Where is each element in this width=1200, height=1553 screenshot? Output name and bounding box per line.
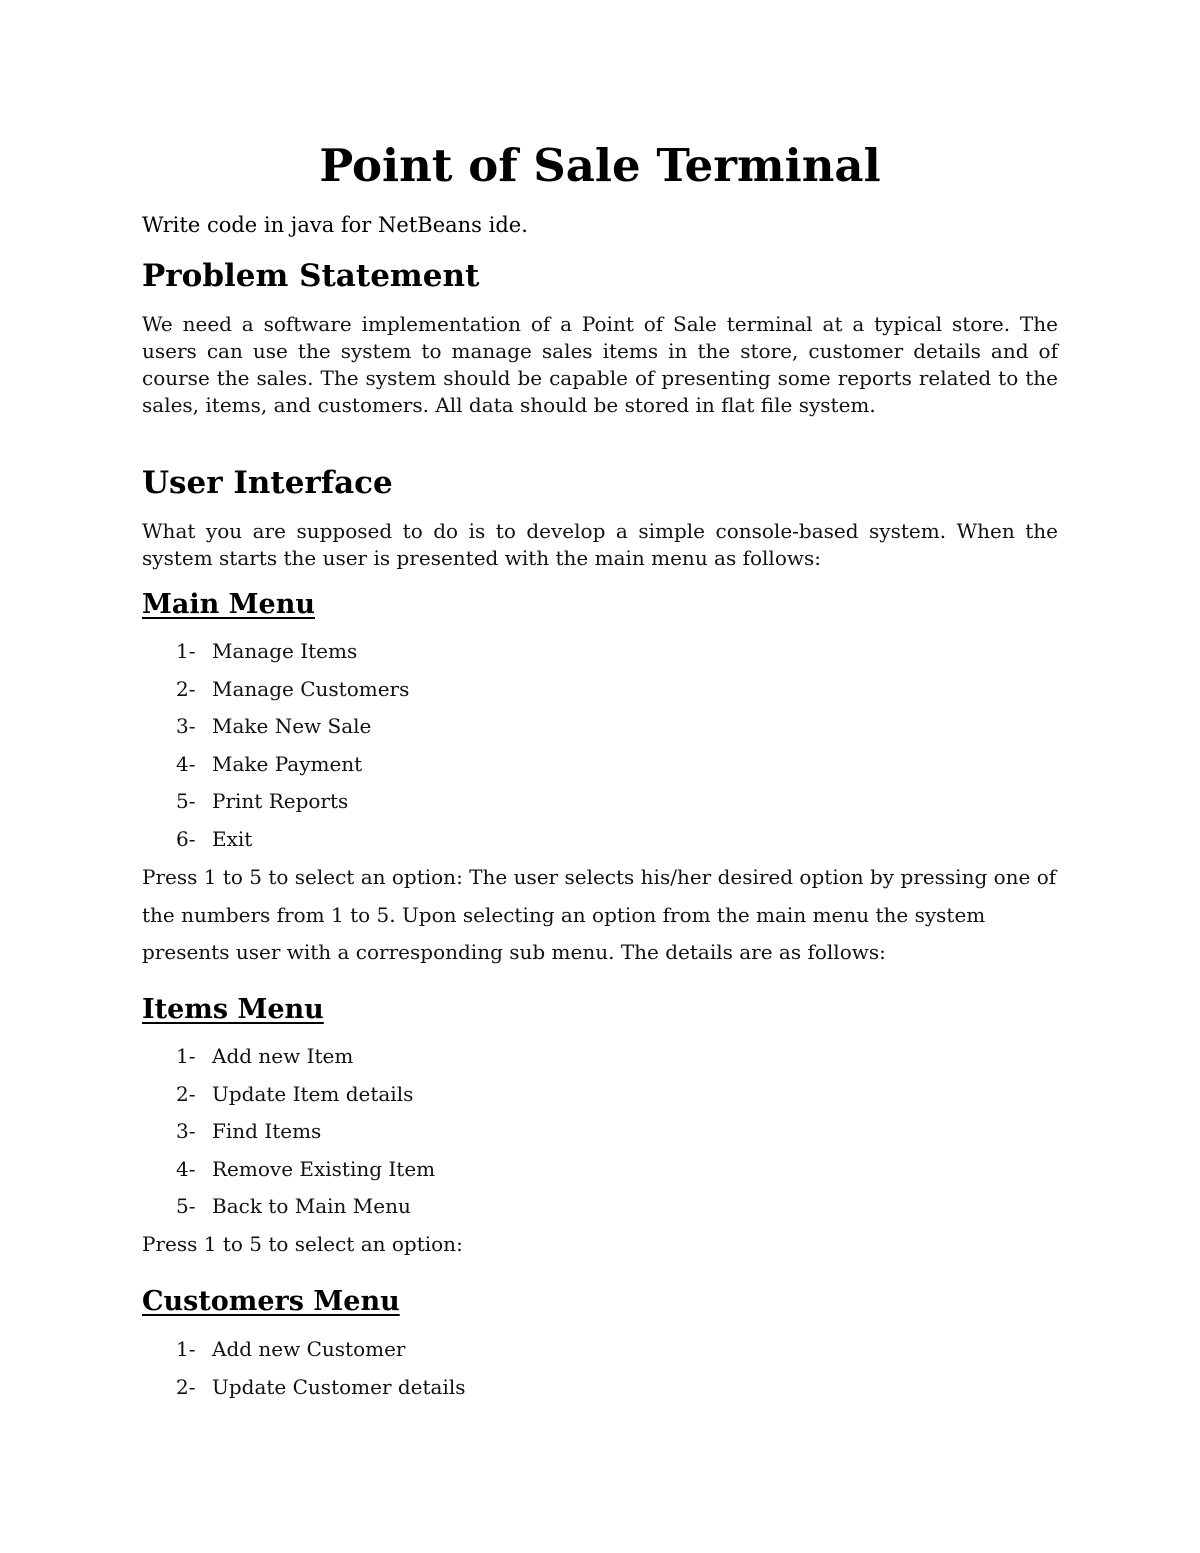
document-title: Point of Sale Terminal (319, 139, 881, 192)
items-menu-prompt: Press 1 to 5 to select an option: (142, 1232, 463, 1256)
main-menu-list (176, 633, 409, 859)
main-menu-item: 3- Make New Sale (176, 714, 372, 739)
customers-menu-item: 2- Update Customer details (176, 1374, 466, 1399)
intro-line: Write code in java for NetBeans ide. (142, 213, 528, 237)
items-menu-item: 1- Add new Item (176, 1044, 354, 1068)
customers-menu-item: 1- Add new Customer (176, 1337, 406, 1361)
customers-menu-list (176, 1331, 466, 1406)
items-menu-item: 3- Find Items (176, 1119, 322, 1144)
items-menu-item: 4- Remove Existing Item (176, 1156, 436, 1181)
items-menu-list (176, 1038, 435, 1226)
main-menu-item: 4- Make Payment (176, 751, 363, 776)
main-menu-item: 1- Manage Items (176, 639, 358, 663)
customers-menu-heading: Customers Menu (142, 1286, 400, 1317)
main-menu-item: 6- Exit (176, 826, 253, 851)
problem-statement-heading: Problem Statement (142, 258, 480, 294)
user-interface-text: What you are supposed to do is to develop a simple console-based system. When the system starts the user is presented with the main menu as follows: (142, 519, 1058, 570)
items-menu-item: 2- Update Item details (176, 1081, 414, 1106)
main-menu-item: 5- Print Reports (176, 789, 349, 814)
items-menu-heading: Items Menu (142, 994, 324, 1025)
problem-statement-text: We need a software implementation of a Point of Sale terminal at a typical store. The users can use the system to manage sales items in the store, customer details and of course the sales. The system should be capable of presenting some reports related to the sales, items, and customers. All data should be stored in flat file system. (142, 312, 1058, 417)
items-menu-item: 5- Back to Main Menu (176, 1194, 411, 1219)
main-menu-heading: Main Menu (142, 589, 315, 620)
user-interface-heading: User Interface (142, 465, 393, 501)
main-menu-item: 2- Manage Customers (176, 676, 410, 701)
main-menu-prompt: Press 1 to 5 to select an option: The user selects his/her desired option by pressing one of the numbers from 1 to 5. Upon selecting an option from the main menu the system presents user with a corresponding sub menu. The details are as follows: (142, 865, 1057, 964)
